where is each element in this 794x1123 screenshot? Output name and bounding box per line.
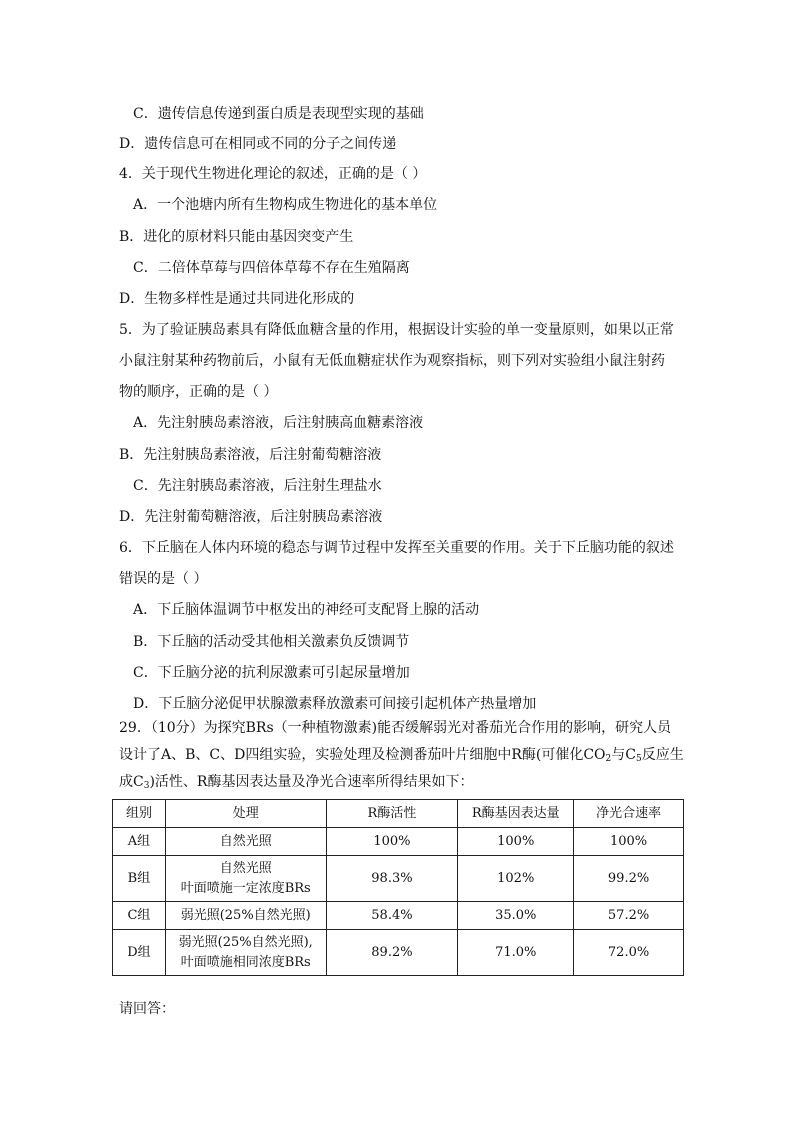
results-table [112, 799, 684, 976]
table-row [113, 902, 684, 930]
treatment-line: 弱光照(25%自然光照) [180, 907, 311, 923]
treatment-line: 自然光照 [219, 833, 272, 849]
stem-text: 设计了A、B、C、D四组实验，实验处理及检测番茄叶片细胞中R酶(可催化CO [119, 747, 606, 763]
question-4-option-d: D．生物多样性是通过共同进化形成的 [119, 291, 355, 307]
table-header-row [113, 800, 684, 828]
header-r-enzyme-activity: R酶活性 [326, 800, 458, 828]
treatment-line: 叶面喷施相同浓度BRs [180, 954, 311, 970]
question-5-stem-line-2: 小鼠注射某种药物前后，小鼠有无低血糖症状作为观察指标，则下列对实验组小鼠注射药 [119, 353, 665, 369]
question-5-option-d: D．先注射葡萄糖溶液，后注射胰岛素溶液 [119, 509, 383, 525]
table-row [113, 856, 684, 902]
expression-cell: 102% [458, 856, 574, 902]
header-group: 组别 [113, 800, 166, 828]
treatment-cell [165, 930, 326, 976]
subscript: 3 [143, 781, 150, 791]
question-5-option-a: A．先注射胰岛素溶液，后注射胰高血糖素溶液 [133, 415, 424, 431]
answer-prompt: 请回答： [119, 1001, 175, 1017]
question-6-option-b: B．下丘脑的活动受其他相关激素负反馈调节 [133, 634, 410, 650]
question-4-stem: 4．关于现代生物进化理论的叙述，正确的是（ ） [119, 166, 427, 182]
header-treatment: 处理 [165, 800, 326, 828]
rate-cell: 99.2% [574, 856, 684, 902]
treatment-cell [165, 828, 326, 856]
question-4-option-a: A．一个池塘内所有生物构成生物进化的基本单位 [133, 197, 438, 213]
treatment-cell [165, 902, 326, 930]
activity-cell: 89.2% [326, 930, 458, 976]
rate-cell: 57.2% [574, 902, 684, 930]
activity-cell: 58.4% [326, 902, 458, 930]
stem-text: 与C [611, 747, 636, 763]
question-5-stem-line-3: 物的顺序，正确的是（ ） [119, 384, 278, 400]
table-row [113, 930, 684, 976]
question-6-stem-line-2: 错误的是（ ） [119, 571, 208, 587]
rate-cell: 72.0% [574, 930, 684, 976]
question-6-option-a: A．下丘脑体温调节中枢发出的神经可支配肾上腺的活动 [133, 602, 480, 618]
question-3-option-c: C．遗传信息传递到蛋白质是表现型实现的基础 [133, 106, 424, 122]
treatment-line: 自然光照 [219, 860, 272, 876]
table-row [113, 828, 684, 856]
question-6-option-d: D．下丘脑分泌促甲状腺激素释放激素可间接引起机体产热量增加 [133, 696, 537, 712]
activity-cell: 98.3% [326, 856, 458, 902]
group-cell: A组 [113, 828, 166, 856]
group-cell: B组 [113, 856, 166, 902]
group-cell: C组 [113, 902, 166, 930]
question-29-stem-line-2 [119, 745, 684, 765]
expression-cell: 71.0% [458, 930, 574, 976]
question-5-option-c: C．先注射胰岛素溶液，后注射生理盐水 [133, 478, 382, 494]
question-4-option-c: C．二倍体草莓与四倍体草莓不存在生殖隔离 [133, 260, 410, 276]
header-r-gene-expression: R酶基因表达量 [458, 800, 574, 828]
question-6-option-c: C．下丘脑分泌的抗利尿激素可引起尿量增加 [133, 665, 410, 681]
expression-cell: 100% [458, 828, 574, 856]
group-cell: D组 [113, 930, 166, 976]
treatment-cell [165, 856, 326, 902]
expression-cell: 35.0% [458, 902, 574, 930]
question-29-stem-line-3 [119, 772, 473, 792]
question-5-stem-line-1: 5．为了验证胰岛素具有降低血糖含量的作用，根据设计实验的单一变量原则，如果以正常 [119, 322, 674, 338]
header-net-photosynthesis: 净光合速率 [574, 800, 684, 828]
treatment-line: 叶面喷施一定浓度BRs [180, 880, 311, 896]
stem-text: 反应生 [641, 747, 684, 763]
question-3-option-d: D．遗传信息可在相同或不同的分子之间传递 [119, 136, 397, 152]
subscript: 2 [605, 754, 612, 764]
question-29-stem-line-1: 29．（10分）为探究BRs（一种植物激素)能否缓解弱光对番茄光合作用的影响，研究人员 [119, 720, 672, 736]
stem-text: )活性、R酶基因表达量及净光合速率所得结果如下： [149, 774, 474, 790]
question-5-option-b: B．先注射胰岛素溶液，后注射葡萄糖溶液 [119, 447, 382, 463]
question-6-stem-line-1: 6．下丘脑在人体内环境的稳态与调节过程中发挥至关重要的作用。关于下丘脑功能的叙述 [119, 540, 674, 556]
question-4-option-b: B．进化的原材料只能由基因突变产生 [119, 229, 354, 245]
rate-cell: 100% [574, 828, 684, 856]
activity-cell: 100% [326, 828, 458, 856]
subscript: 5 [635, 754, 642, 764]
stem-text: 成C [119, 774, 144, 790]
treatment-line: 弱光照(25%自然光照), [178, 934, 313, 950]
